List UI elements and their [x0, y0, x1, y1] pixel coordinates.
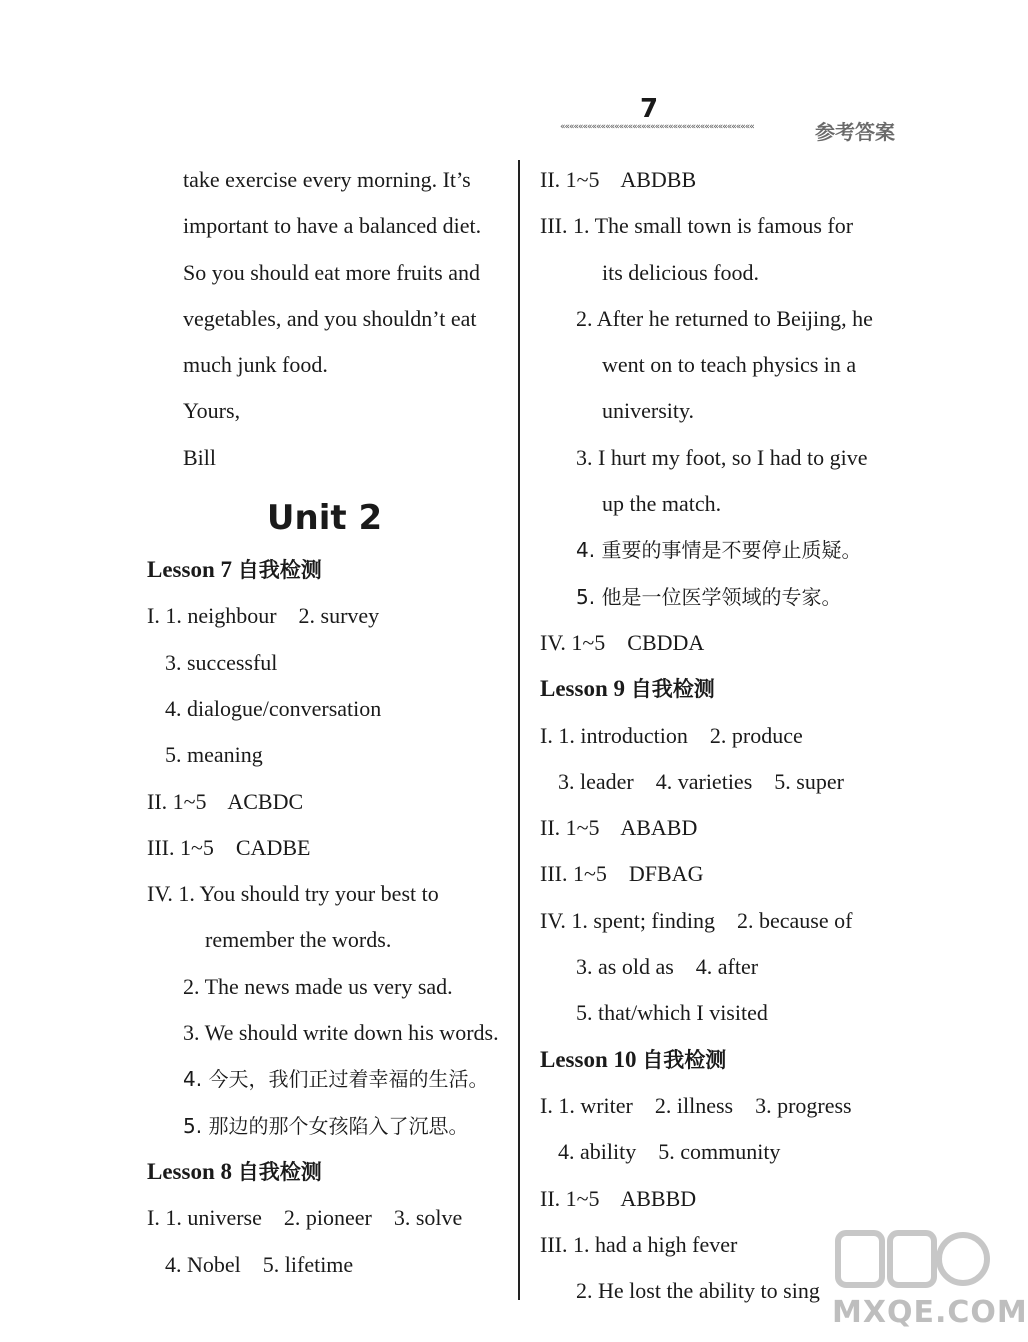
answer-line: 4. dialogue/conversation [165, 695, 382, 721]
answer-line: remember the words. [205, 927, 392, 953]
lesson-title: Lesson 10 [540, 1046, 637, 1072]
answer-line: 4. 重要的事情是不要停止质疑。 [576, 538, 862, 563]
letter-signature: Bill [183, 444, 217, 470]
answer-line: 4. 今天，我们正过着幸福的生活。 [183, 1067, 489, 1092]
answer-line: 5. meaning [165, 742, 263, 768]
lesson-title-cn: 自我检测 [642, 1047, 727, 1072]
answer-line: III. 1. had a high fever [540, 1231, 738, 1257]
answer-line: IV. 1~5 CBDDA [540, 629, 705, 655]
answer-line: II. 1~5 ABDBB [540, 167, 697, 192]
lesson-heading [540, 666, 910, 712]
letter-line: So you should eat more fruits and [183, 259, 480, 285]
lesson-title-cn: 自我检测 [237, 1159, 322, 1184]
answer-line: 2. The news made us very sad. [183, 973, 453, 999]
lesson-title: Lesson 9 [540, 676, 625, 702]
answer-line: 2. After he returned to Beijing, he [576, 305, 873, 331]
answer-line: 4. ability 5. community [558, 1139, 781, 1165]
answer-line: II. 1~5 ABABD [540, 815, 698, 841]
letter-line: important to have a balanced diet. [183, 213, 482, 239]
answer-line: 3. I hurt my foot, so I had to give [576, 444, 868, 470]
answer-line: III. 1~5 CADBE [147, 834, 311, 860]
section-label: 参考答案 [815, 120, 895, 144]
letter-line: take exercise every morning. It’s [183, 167, 471, 192]
answer-line: up the match. [602, 491, 722, 517]
answer-line: 2. He lost the ability to sing [576, 1278, 820, 1304]
answer-line: I. 1. universe 2. pioneer 3. solve [147, 1205, 463, 1231]
letter-line: vegetables, and you shouldn’t eat [183, 305, 477, 331]
answer-line: IV. 1. You should try your best to [147, 881, 439, 907]
page-number: 7 [640, 94, 659, 124]
answer-line: II. 1~5 ABBBD [540, 1185, 697, 1211]
answer-line: II. 1~5 ACBDC [147, 788, 304, 814]
lesson-heading [147, 547, 512, 593]
answer-line: 5. that/which I visited [576, 1000, 768, 1026]
answer-line: 3. leader 4. varieties 5. super [558, 768, 844, 794]
answer-line: university. [602, 398, 695, 424]
lesson-heading [147, 1149, 512, 1195]
letter-closing: Yours, [183, 398, 241, 424]
answer-line: 3. successful [165, 649, 278, 675]
answer-line: 5. 他是一位医学领域的专家。 [576, 584, 842, 609]
lesson-heading [540, 1037, 910, 1083]
lesson-title-cn: 自我检测 [237, 558, 322, 583]
answer-line: I. 1. neighbour 2. survey [147, 603, 380, 629]
answer-line: III. 1. The small town is famous for [540, 213, 854, 239]
watermark-logo [830, 1225, 1028, 1335]
column-divider [518, 160, 520, 1300]
answer-line: 4. Nobel 5. lifetime [165, 1251, 354, 1277]
unit-title: Unit 2 [266, 498, 383, 539]
lesson-title-cn: 自我检测 [630, 677, 715, 702]
lesson-title: Lesson 7 [147, 557, 232, 583]
answer-line: 3. We should write down his words. [183, 1020, 499, 1046]
answer-line: 3. as old as 4. after [576, 954, 759, 980]
lesson-title: Lesson 8 [147, 1158, 232, 1184]
header-decorative-rule: ««««««««««««««««««««««««««««««««««««««««««« [560, 122, 754, 132]
letter-line: much junk food. [183, 352, 328, 378]
answer-line: went on to teach physics in a [602, 352, 857, 378]
answer-line: I. 1. introduction 2. produce [540, 722, 803, 748]
answer-line: III. 1~5 DFBAG [540, 861, 704, 887]
answer-line: its delicious food. [602, 259, 760, 285]
answer-line: 5. 那边的那个女孩陷入了沉思。 [183, 1113, 469, 1138]
watermark-text: MXQE.COM [832, 1295, 1028, 1330]
answer-line: IV. 1. spent; finding 2. because of [540, 907, 853, 933]
left-column [147, 157, 512, 1288]
right-column [540, 157, 910, 1314]
answer-line: I. 1. writer 2. illness 3. progress [540, 1092, 852, 1118]
